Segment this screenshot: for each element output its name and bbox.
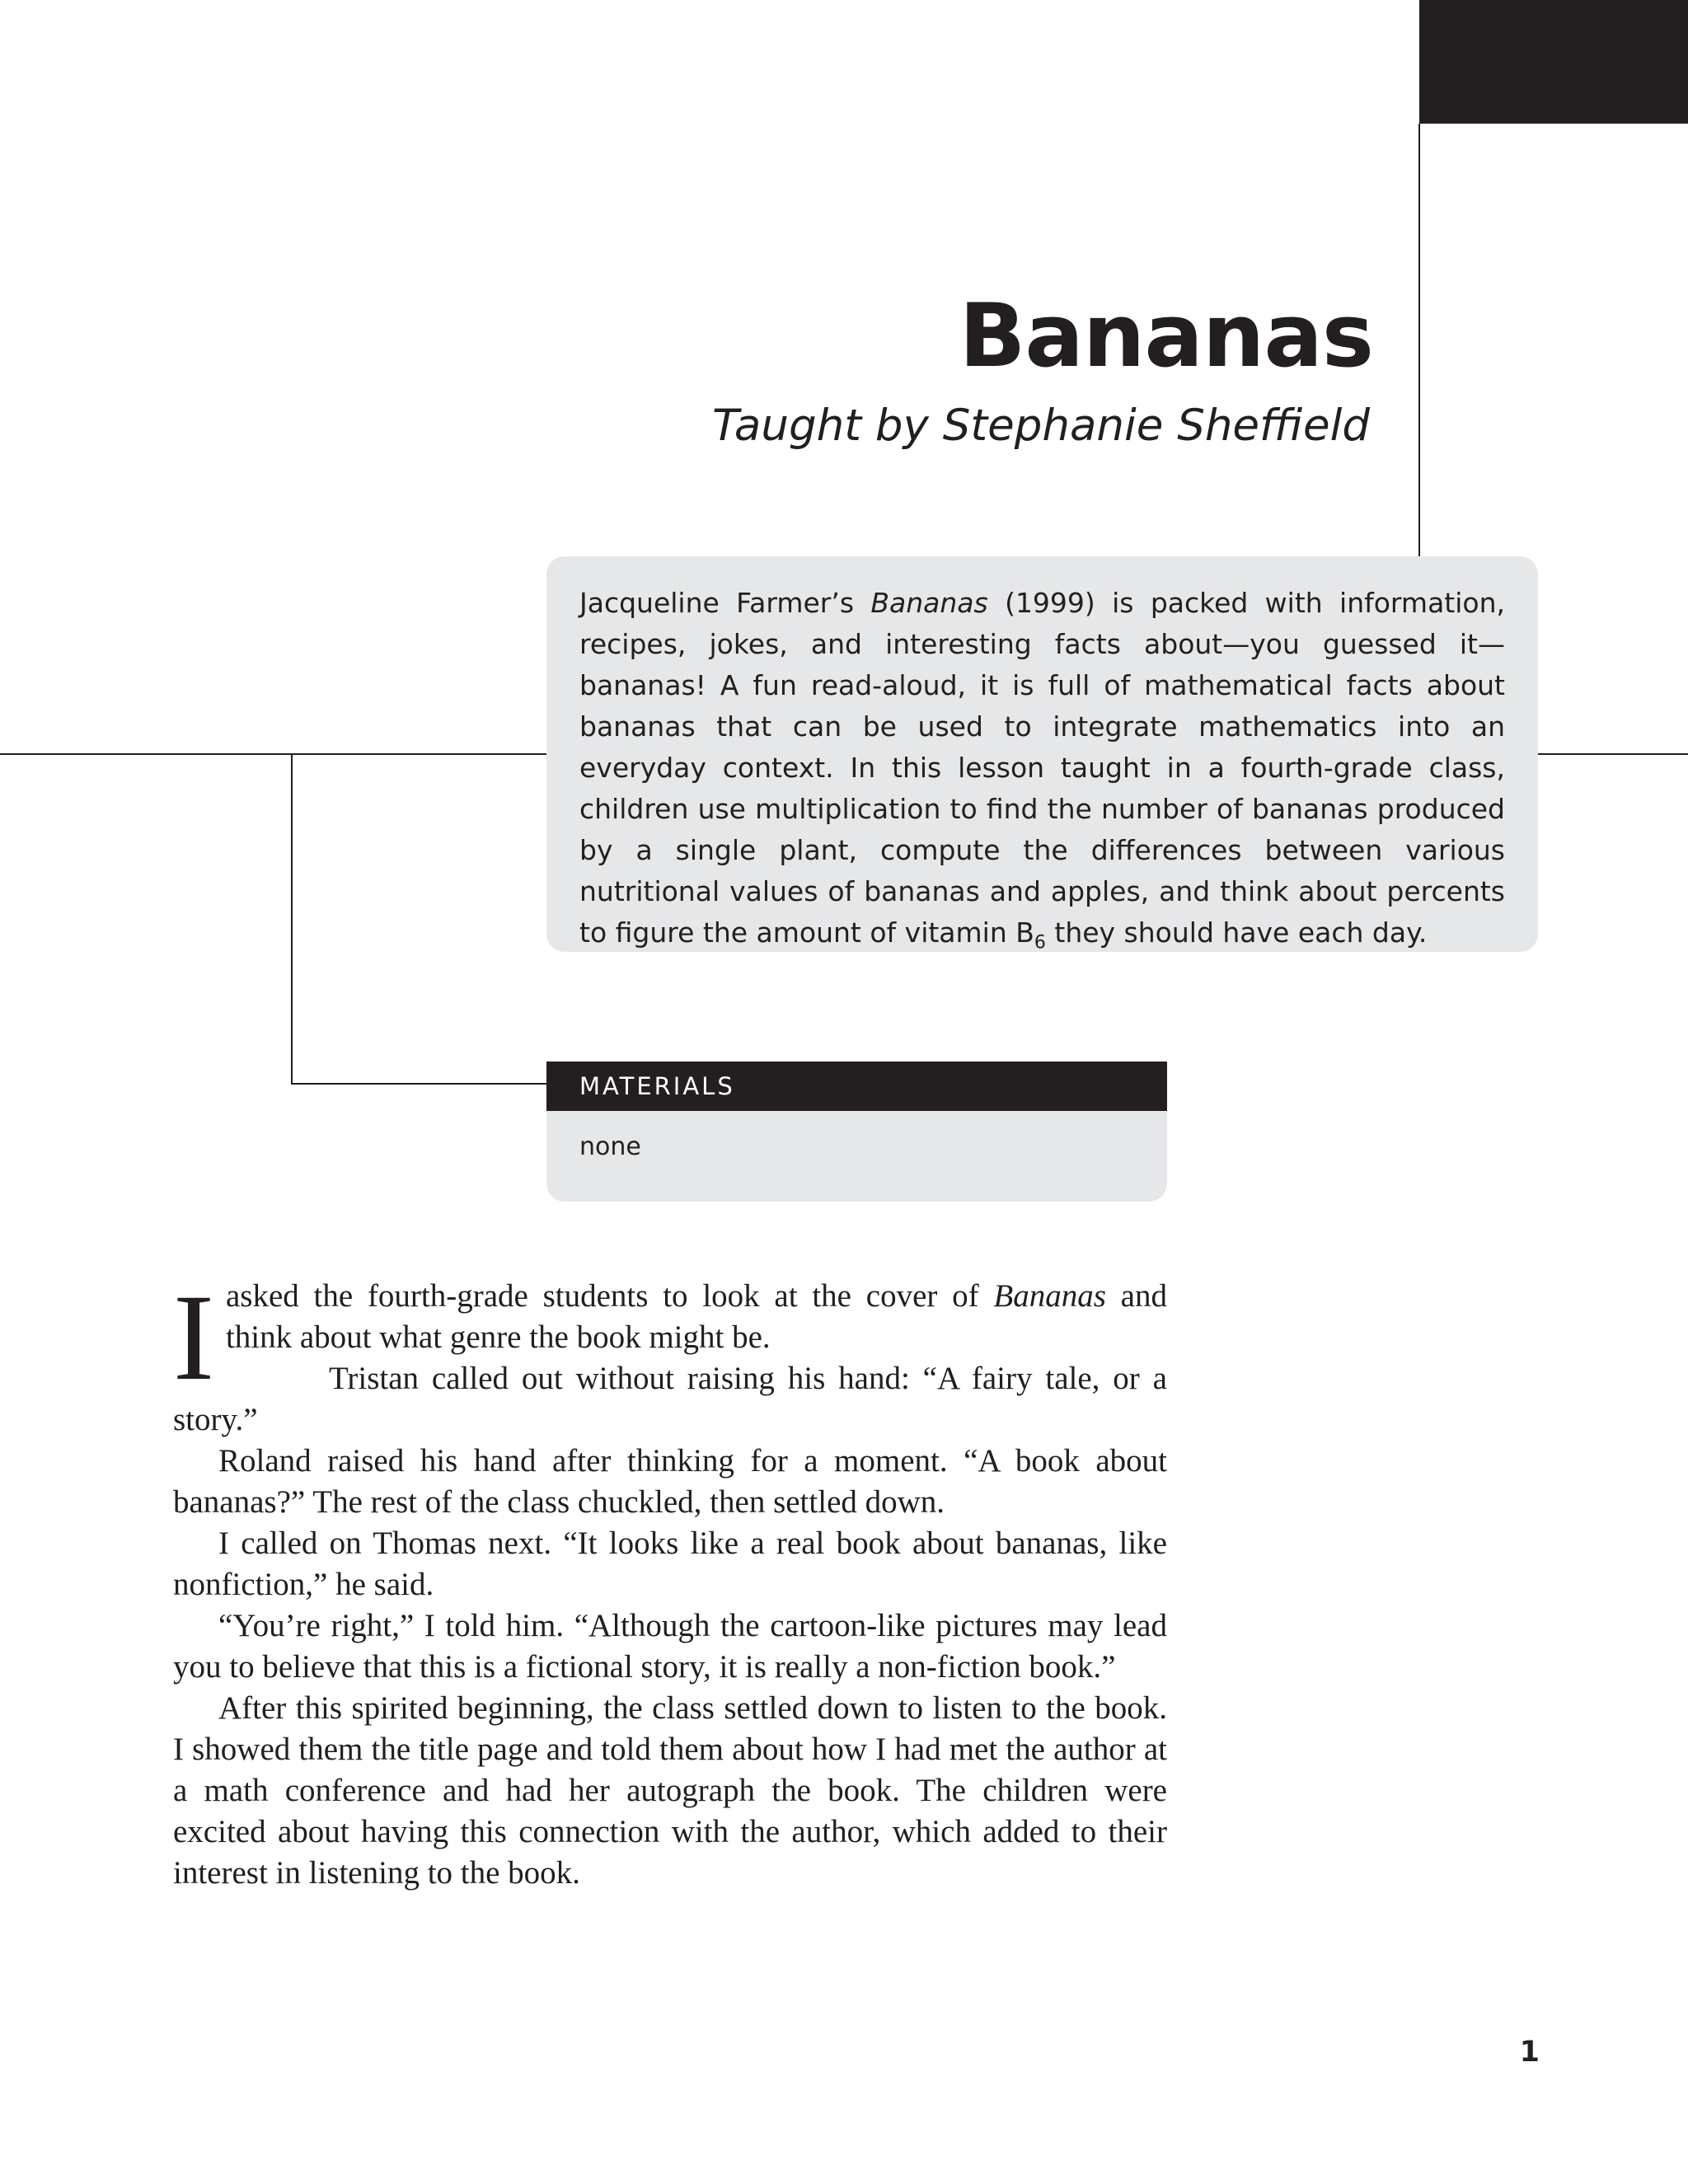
summary-part-1: Jacqueline Farmer’s	[579, 587, 871, 619]
body-text	[173, 1269, 1167, 1894]
vertical-rule-left	[291, 753, 293, 1085]
corner-tab-block	[1419, 0, 1688, 124]
drop-cap: I	[173, 1269, 214, 1406]
summary-book-title: Bananas	[870, 587, 988, 619]
page-title: Bananas	[959, 285, 1373, 387]
body-paragraph: I called on Thomas next. “It looks like a real book about bananas, like nonfiction,” he said.	[173, 1526, 1167, 1602]
page-subtitle: Taught by Stephanie Sheffield	[712, 401, 1370, 451]
materials-header: MATERIALS	[546, 1062, 1167, 1111]
materials-box	[546, 1062, 1167, 1202]
summary-box	[546, 556, 1538, 952]
body-paragraph: Roland raised his hand after thinking for a moment. “A book about bananas?” The rest of the class chuckled, then settled down.	[173, 1443, 1167, 1520]
body-para1-part-b: and think about what genre the book might be.	[225, 1278, 1167, 1355]
materials-connector-rule	[291, 1083, 548, 1085]
vertical-rule-right	[1418, 124, 1420, 556]
body-paragraph: Tristan called out without raising his hand: “A fairy tale, or a story.”	[173, 1361, 1167, 1437]
page-number: 1	[1519, 2036, 1540, 2069]
body-book-title: Bananas	[993, 1278, 1106, 1314]
summary-text	[579, 583, 1505, 954]
summary-subscript: 6	[1034, 932, 1046, 954]
body-paragraph: “You’re right,” I told him. “Although the cartoon-like pictures may lead you to believe that this is a fictional story, it is really a non-fiction book.”	[173, 1608, 1167, 1685]
summary-part-3: they should have each day.	[1045, 916, 1428, 949]
horizontal-rule-left	[0, 753, 548, 755]
body-para1-part-a: asked the fourth-grade students to look at the cover of	[225, 1278, 994, 1314]
materials-value: none	[579, 1132, 641, 1161]
summary-part-2: (1999) is packed with information, recipes, jokes, and interesting facts about—you guessed it—bananas! A fun read-aloud, it is full of mathematical facts about bananas that can be used to integrate mathematics into an everyday context. In this lesson taught in a fourth-grade class, children use multiplication to find the number of bananas produced by a single plant, compute the differences between various nutritional values of bananas and apples, and think about percents to figure the amount of vitamin B	[579, 587, 1505, 949]
body-paragraph: After this spirited beginning, the class settled down to listen to the book. I showed them the title page and told them about how I had met the author at a math conference and had her autograph the book. The children were excited about having this connection with the author, which added to their interest in listening to the book.	[173, 1690, 1167, 1891]
horizontal-rule-right	[1537, 753, 1688, 755]
